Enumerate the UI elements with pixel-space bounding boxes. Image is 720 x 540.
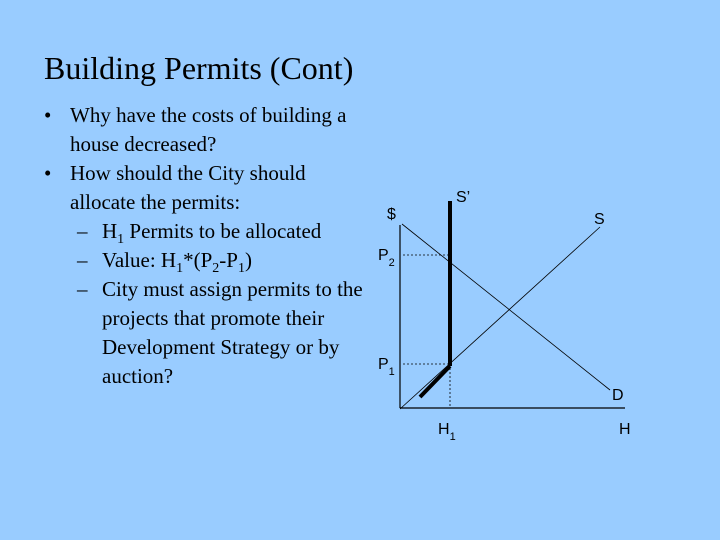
x-axis-label: H: [619, 421, 631, 438]
dash-mark: –: [77, 219, 88, 243]
dash-mark: –: [77, 277, 88, 301]
sub-bullet-text: $H_1$ Permits to be allocated: [102, 219, 322, 248]
bullet-mark: •: [44, 161, 52, 185]
supply-kink-segment: [420, 366, 450, 397]
fixed-supply-label: S’: [456, 189, 471, 206]
quantity-h1-label: $H_1$: [438, 421, 456, 443]
supply-curve: [400, 227, 600, 409]
dash-mark: –: [77, 248, 88, 272]
y-axis-label: $: [387, 206, 396, 223]
price-p1-label: $P_1$: [378, 356, 395, 378]
bullet-text: Why have the costs of building a house decreased?: [70, 103, 347, 156]
supply-label: S: [594, 211, 605, 228]
demand-curve: [402, 224, 610, 390]
bullet-mark: •: [44, 103, 52, 127]
price-p2-label: $P_2$: [378, 247, 395, 269]
sub-bullet-text: Value: $H_1*(P_2-P_1)$: [102, 248, 252, 277]
sub-bullet-text: City must assign permits to the projects that promote their Development Strategy or by auction?: [102, 277, 363, 388]
demand-label: D: [612, 387, 624, 404]
bullet-text: How should the City should allocate the permits:: [70, 161, 306, 214]
slide-title: Building Permits (Cont): [44, 50, 354, 86]
